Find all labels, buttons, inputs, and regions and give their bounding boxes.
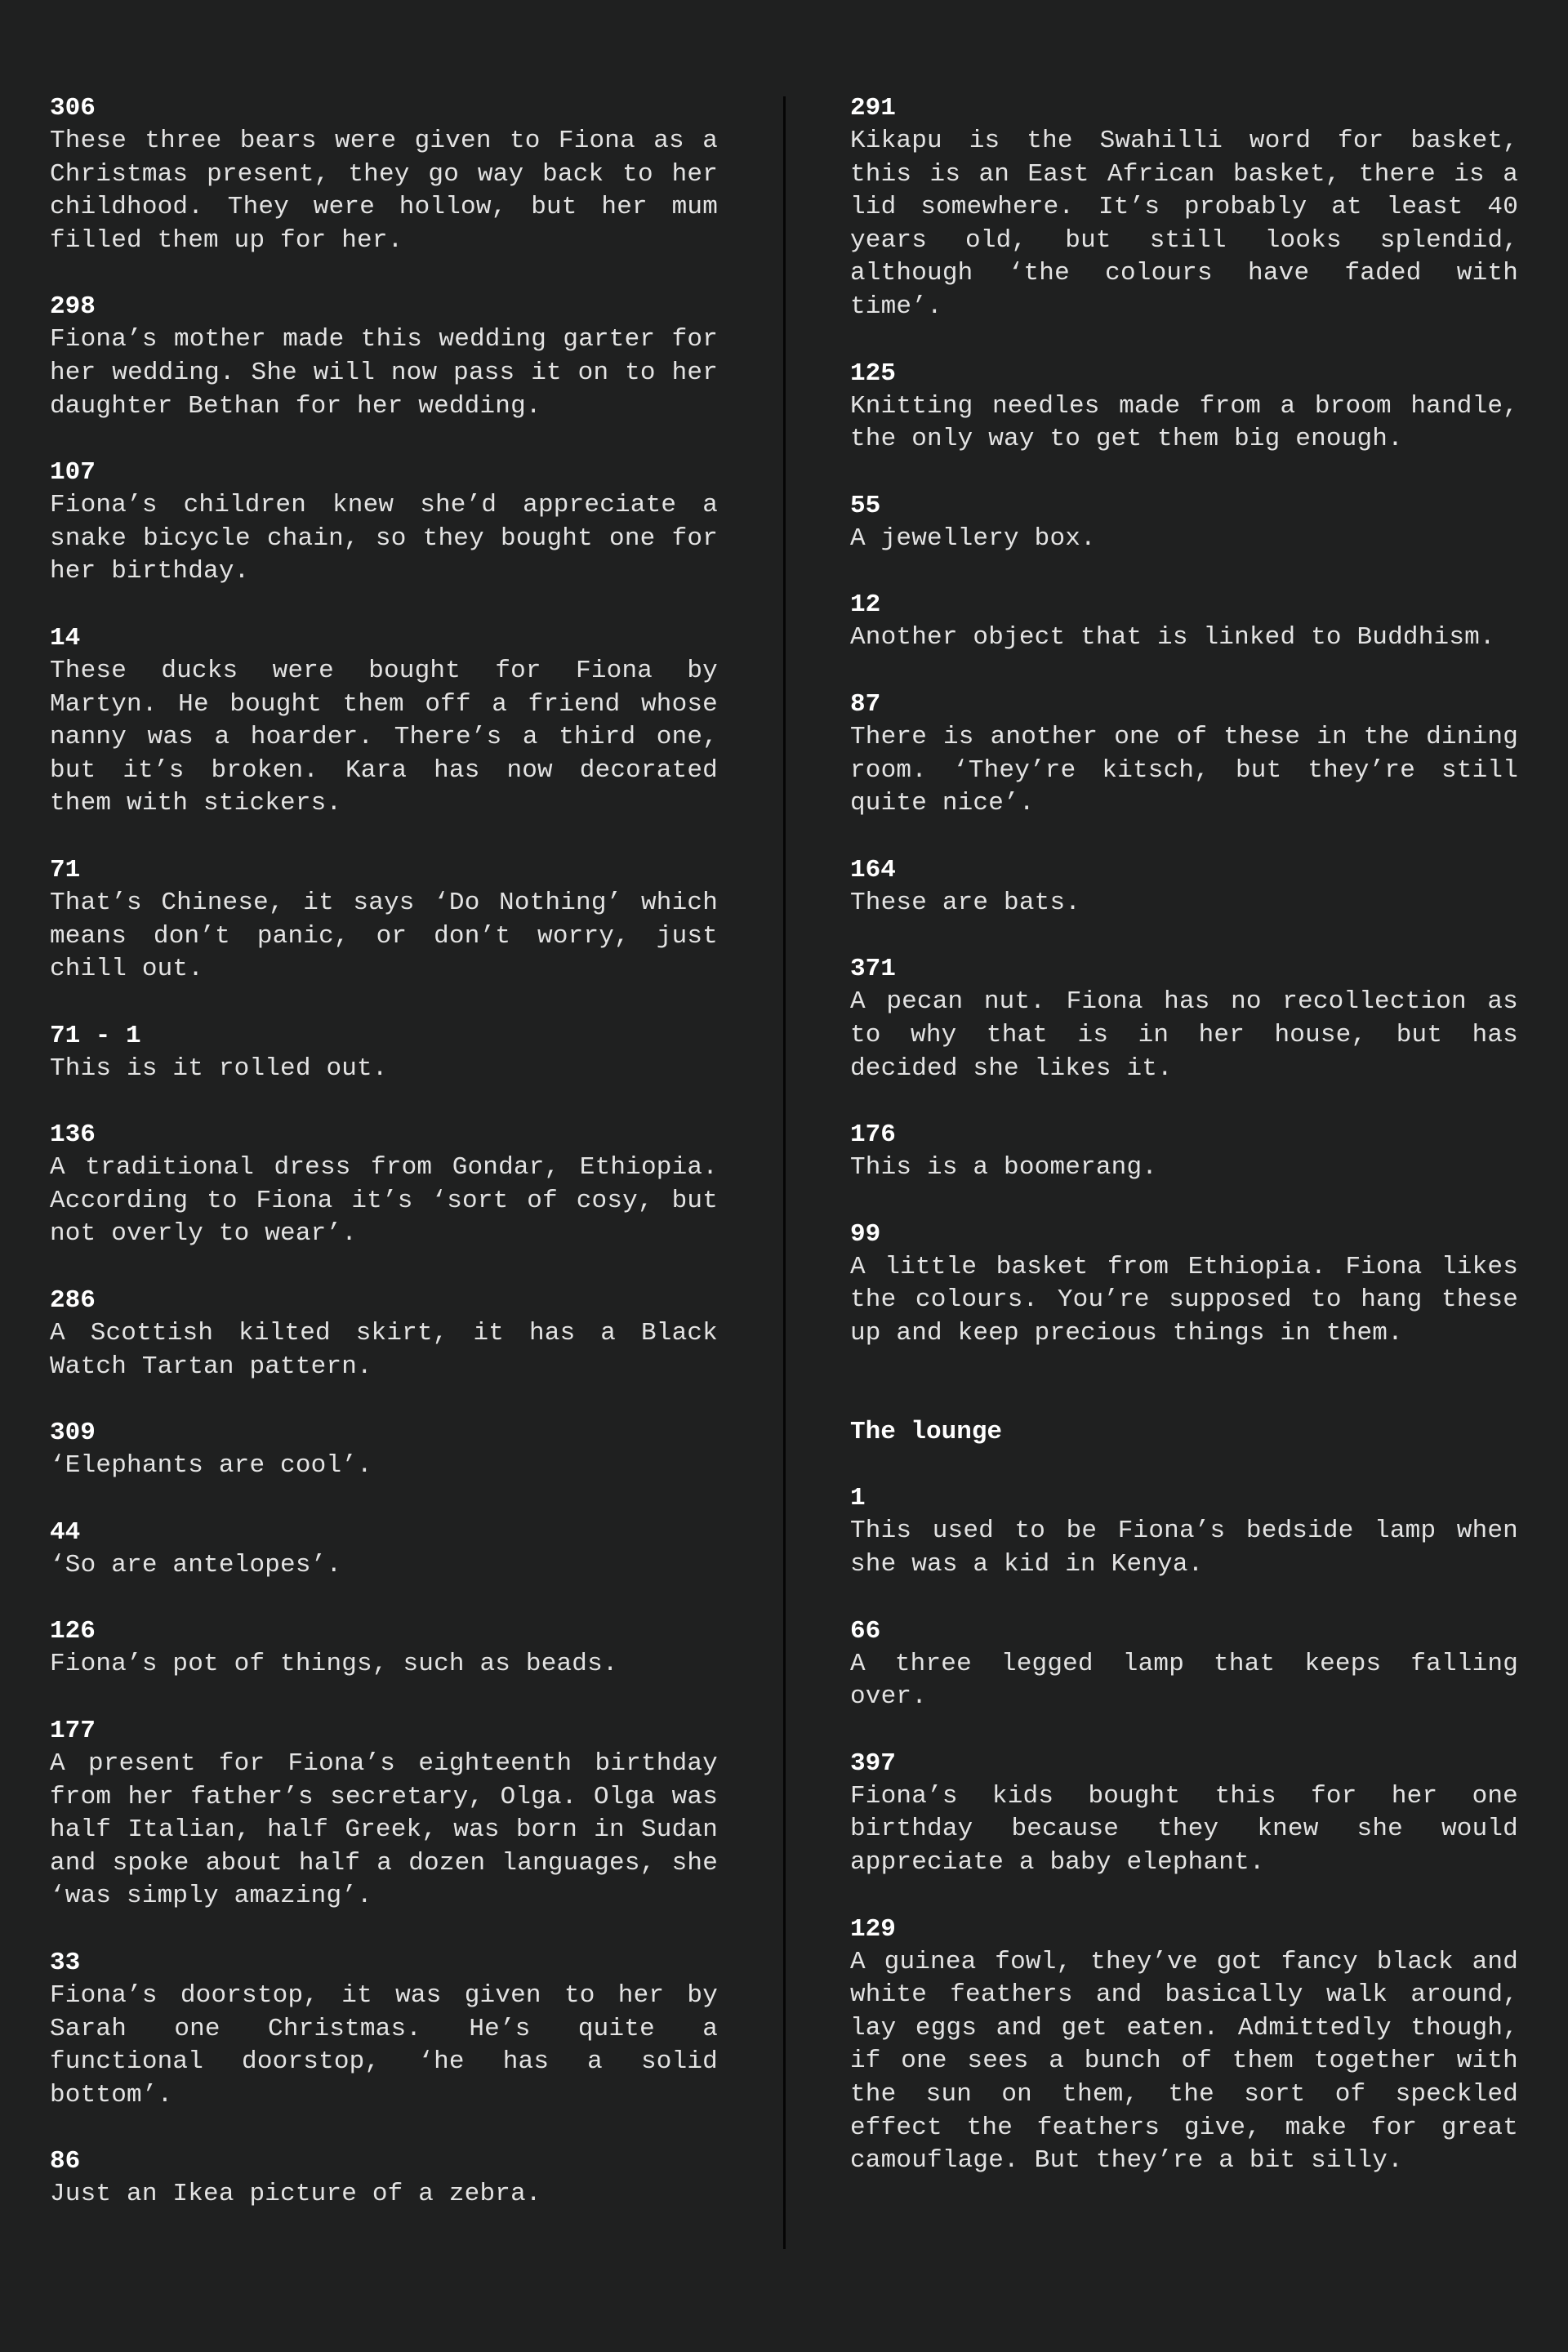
entry-description: Fiona’s doorstop, it was given to her by Sarah one Christmas. He’s quite a functional doorstop, ‘he has a solid bottom’.	[50, 1981, 718, 2109]
catalogue-entry	[50, 456, 718, 589]
column-divider	[783, 96, 786, 2249]
entry-number: 71	[50, 855, 81, 884]
section-heading: The lounge	[850, 1418, 1003, 1447]
entry-number: 371	[850, 955, 896, 984]
catalogue-entry	[50, 2145, 718, 2212]
entry-number: 286	[50, 1286, 96, 1316]
entry-description: This is it rolled out.	[50, 1054, 388, 1083]
catalogue-entry	[50, 1714, 718, 1913]
entry-number: 136	[50, 1120, 96, 1150]
entry-number: 291	[850, 94, 896, 122]
catalogue-entry	[850, 1481, 1518, 1581]
entry-description: A Scottish kilted skirt, it has a Black Watch Tartan pattern.	[50, 1319, 718, 1381]
catalogue-entry	[850, 1218, 1518, 1351]
entry-number: 33	[50, 1949, 81, 1977]
catalogue-entry	[850, 688, 1518, 821]
catalogue-entry	[50, 1019, 718, 1086]
entry-number: 129	[850, 1914, 896, 1944]
entry-number: 107	[50, 458, 96, 488]
entry-description: These ducks were bought for Fiona by Martyn. He bought them off a friend whose nanny was a hoarder. There’s a third one, but it’s broken. Kara has now decorated them with stickers.	[50, 656, 718, 818]
entry-number: 66	[850, 1616, 881, 1646]
entry-description: These three bears were given to Fiona as a Christmas present, they go way back to her childhood. They were hollow, but her mum filled them up for her.	[50, 127, 718, 255]
catalogue-entry	[850, 1615, 1518, 1714]
entry-description: A jewellery box.	[850, 523, 1096, 553]
catalogue-entry	[850, 1913, 1518, 2178]
entry-number: 126	[50, 1617, 96, 1646]
right-column	[850, 91, 1518, 2211]
entry-description: That’s Chinese, it says ‘Do Nothing’ which means don’t panic, or don’t worry, just chill out.	[50, 888, 718, 984]
entry-number: 176	[850, 1120, 896, 1150]
catalogue-entry	[50, 1118, 718, 1251]
entry-number: 1	[850, 1484, 866, 1513]
catalogue-entry	[850, 357, 1518, 457]
entry-description: ‘So are antelopes’.	[50, 1550, 342, 1579]
catalogue-entry	[50, 1516, 718, 1583]
entry-description: ‘Elephants are cool’.	[50, 1451, 372, 1481]
entry-description: A little basket from Ethiopia. Fiona likes the colours. You’re supposed to hang these up and keep precious things in them.	[850, 1252, 1518, 1348]
entry-description: This used to be Fiona’s bedside lamp when she was a kid in Kenya.	[850, 1517, 1518, 1579]
entry-description: Fiona’s pot of things, such as beads.	[50, 1650, 618, 1679]
entry-number: 55	[850, 491, 881, 520]
entry-description: There is another one of these in the dining room. ‘They’re kitsch, but they’re still quite nice’.	[850, 722, 1518, 818]
left-column	[50, 91, 718, 2244]
catalogue-entry	[50, 1615, 718, 1682]
catalogue-entry	[50, 91, 718, 257]
catalogue-entry	[850, 91, 1518, 324]
entry-description: Fiona’s children knew she’d appreciate a snake bicycle chain, so they bought one for her birthday.	[50, 491, 718, 586]
entry-number: 86	[50, 2147, 81, 2176]
entry-description: Fiona’s kids bought this for her one birthday because they knew she would appreciate a baby elephant.	[850, 1781, 1518, 1878]
catalogue-entry	[50, 853, 718, 987]
catalogue-entry	[50, 1946, 718, 2112]
catalogue-entry	[50, 1416, 718, 1483]
entry-number: 309	[50, 1419, 96, 1448]
entry-number: 71 - 1	[50, 1021, 141, 1050]
entry-number: 12	[850, 590, 881, 620]
entry-number: 164	[850, 855, 896, 884]
catalogue-entry	[850, 1118, 1518, 1185]
catalogue-entry	[850, 952, 1518, 1085]
catalogue-entry	[50, 621, 718, 821]
entry-description: Kikapu is the Swahilli word for basket, this is an East African basket, there is a lid somewhere. It’s probably at least 40 years old, but still looks splendid, although ‘the colours have faded with time’.	[850, 127, 1518, 321]
entry-number: 87	[850, 689, 881, 719]
entry-description: A guinea fowl, they’ve got fancy black and white feathers and basically walk around, lay eggs and get eaten. Admittedly though, if one sees a bunch of them together with the sun on them, the sort of speckled effect the feathers give, make for great camouflage. But they’re a bit silly.	[850, 1947, 1518, 2176]
entry-description: These are bats.	[850, 888, 1081, 917]
entry-description: A present for Fiona’s eighteenth birthday from her father’s secretary, Olga. Olga was half Italian, half Greek, was born in Sudan and spoke about half a dozen languages, she ‘was simply amazing’.	[50, 1749, 718, 1911]
catalogue-entry	[850, 489, 1518, 556]
entry-number: 99	[850, 1219, 881, 1249]
catalogue-entry	[50, 290, 718, 423]
entry-number: 306	[50, 94, 96, 122]
catalogue-entry	[850, 588, 1518, 655]
catalogue-entry	[850, 1747, 1518, 1880]
entry-description: Fiona’s mother made this wedding garter for her wedding. She will now pass it on to her daughter Bethan for her wedding.	[50, 325, 718, 421]
entry-description: This is a boomerang.	[850, 1153, 1158, 1183]
entry-number: 14	[50, 623, 81, 653]
catalogue-entry	[50, 1284, 718, 1383]
entry-description: Knitting needles made from a broom handle, the only way to get them big enough.	[850, 391, 1518, 454]
entry-description: A pecan nut. Fiona has no recollection as to why that is in her house, but has decided she likes it.	[850, 987, 1518, 1083]
entry-number: 177	[50, 1717, 96, 1746]
entry-number: 125	[850, 359, 896, 388]
entry-description: A traditional dress from Gondar, Ethiopia. According to Fiona it’s ‘sort of cosy, but not overly to wear’.	[50, 1153, 718, 1249]
entry-number: 397	[850, 1748, 896, 1778]
entry-description: Just an Ikea picture of a zebra.	[50, 2180, 541, 2209]
catalogue-entry	[850, 853, 1518, 920]
entry-number: 298	[50, 292, 96, 322]
entry-description: Another object that is linked to Buddhism.	[850, 623, 1495, 653]
entry-description: A three legged lamp that keeps falling over.	[850, 1649, 1518, 1712]
entry-number: 44	[50, 1517, 81, 1547]
